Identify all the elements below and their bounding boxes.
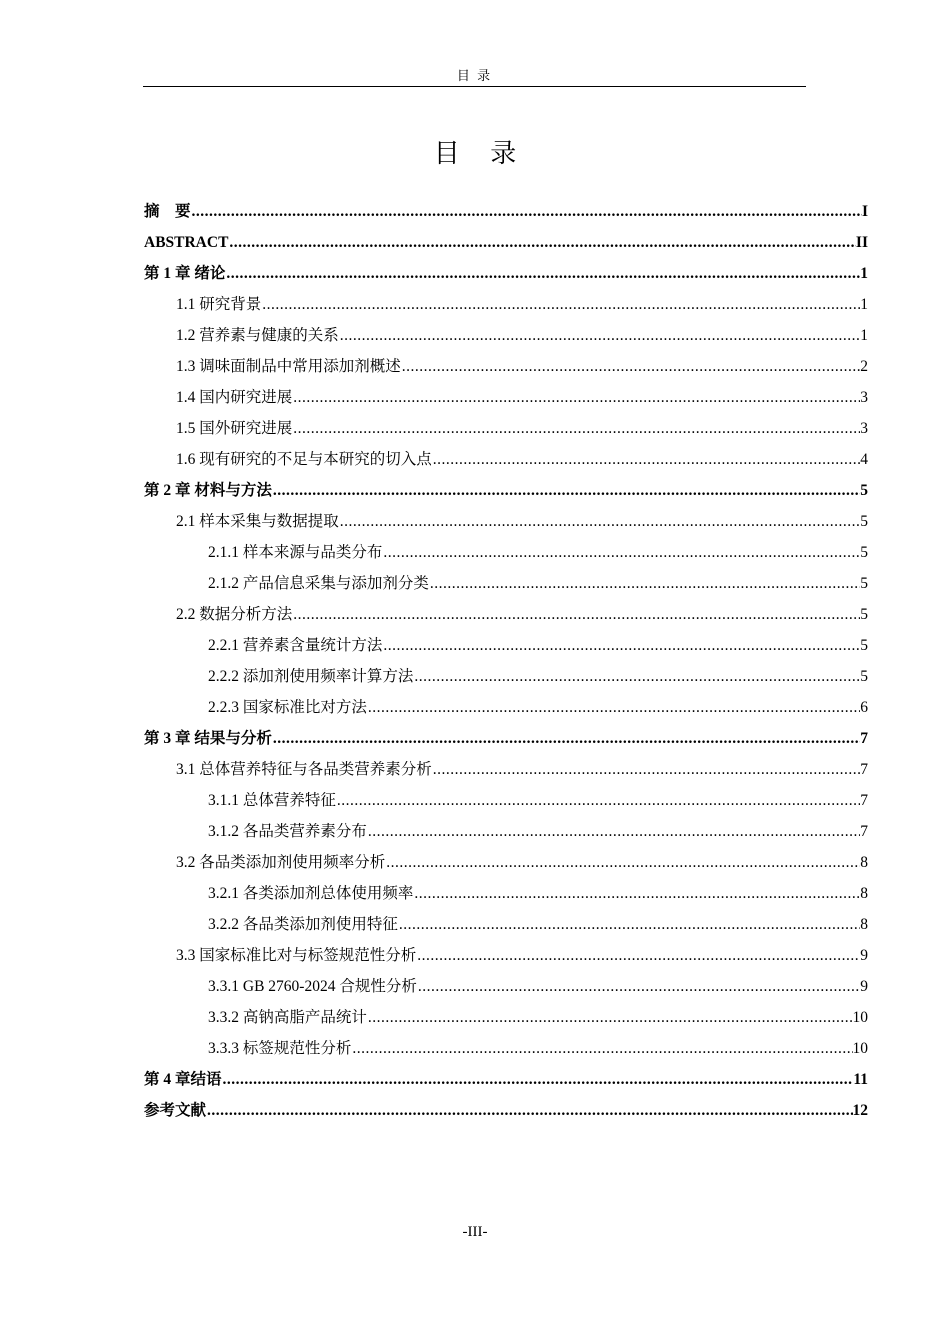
toc-entry-text: 2.1.1 样本来源与品类分布 — [208, 544, 383, 561]
toc-entry-text: 参考文献 — [144, 1102, 207, 1119]
toc-leader-dots — [401, 351, 860, 382]
toc-leader-dots — [429, 568, 860, 599]
toc-entry[interactable] — [144, 258, 868, 289]
toc-leader-dots — [413, 878, 860, 909]
toc-entry-page: 7 — [860, 761, 868, 778]
toc-entry[interactable] — [144, 1002, 868, 1033]
toc-entry-page: 9 — [860, 947, 868, 964]
toc-entry-page: 7 — [860, 823, 868, 840]
page-footer — [0, 1221, 950, 1243]
toc-entry-text: 2.1.2 产品信息采集与添加剂分类 — [208, 575, 429, 592]
toc-entry-page: 3 — [860, 420, 868, 437]
toc-entry[interactable] — [144, 723, 868, 754]
toc-entry-page: 7 — [860, 730, 868, 747]
toc-leader-dots — [413, 661, 860, 692]
toc-entry[interactable] — [144, 568, 868, 599]
toc-entry[interactable] — [144, 537, 868, 568]
toc-entry[interactable] — [144, 661, 868, 692]
toc-entry-text: 3.2 各品类添加剂使用频率分析 — [176, 854, 386, 871]
toc-entry-text: 3.2.1 各类添加剂总体使用频率 — [208, 885, 414, 902]
toc-entry-text: 第 3 章 结果与分析 — [144, 730, 272, 747]
toc-entry-page: 8 — [860, 854, 868, 871]
toc-entry-page: 1 — [860, 327, 868, 344]
toc-leader-dots — [382, 537, 860, 568]
toc-entry[interactable] — [144, 413, 868, 444]
toc-entry-page: 1 — [860, 296, 868, 313]
toc-entry-text: 2.2 数据分析方法 — [176, 606, 293, 623]
toc-leader-dots — [222, 1064, 854, 1095]
toc-entry-page: 5 — [860, 513, 868, 530]
toc-entry-text: 3.3 国家标准比对与标签规范性分析 — [176, 947, 417, 964]
toc-entry-text: 1.6 现有研究的不足与本研究的切入点 — [176, 451, 432, 468]
toc-entry-page: 9 — [860, 978, 868, 995]
toc-entry[interactable] — [144, 1064, 868, 1095]
toc-leader-dots — [367, 816, 860, 847]
toc-entry-text: 1.4 国内研究进展 — [176, 389, 293, 406]
toc-entry[interactable] — [144, 196, 868, 227]
toc-entry-text: 2.1 样本采集与数据提取 — [176, 513, 339, 530]
toc-entry[interactable] — [144, 878, 868, 909]
toc-leader-dots — [339, 506, 860, 537]
toc-entry-page: II — [855, 234, 868, 251]
toc-leader-dots — [351, 1033, 852, 1064]
toc-entry-text: 摘 要 — [144, 203, 191, 220]
toc-entry-page: 5 — [860, 637, 868, 654]
toc-entry-text: 第 4 章结语 — [144, 1071, 222, 1088]
toc-entry[interactable] — [144, 692, 868, 723]
toc-entry[interactable] — [144, 971, 868, 1002]
toc-entry[interactable] — [144, 289, 868, 320]
toc-entry-page: 10 — [852, 1040, 868, 1057]
toc-entry-page: 2 — [860, 358, 868, 375]
toc-entry-text: 3.3.3 标签规范性分析 — [208, 1040, 352, 1057]
toc-entry[interactable] — [144, 351, 868, 382]
toc-leader-dots — [206, 1095, 852, 1126]
toc-entry-page: 5 — [860, 606, 868, 623]
toc-leader-dots — [382, 630, 860, 661]
toc-entry-page: 8 — [860, 885, 868, 902]
toc-entry[interactable] — [144, 754, 868, 785]
toc-entry-text: 第 1 章 绪论 — [144, 265, 226, 282]
toc-entry[interactable] — [144, 475, 868, 506]
toc-entry[interactable] — [144, 506, 868, 537]
toc-entry-page: 8 — [860, 916, 868, 933]
toc-entry-text: 3.1.1 总体营养特征 — [208, 792, 336, 809]
running-header — [143, 66, 806, 87]
toc-entry-page: 4 — [860, 451, 868, 468]
toc-leader-dots — [385, 847, 860, 878]
toc-entry-page: 5 — [860, 575, 868, 592]
toc-entry[interactable] — [144, 909, 868, 940]
toc-entry-text: 3.3.1 GB 2760-2024 合规性分析 — [208, 978, 417, 995]
toc-entry-text: 1.2 营养素与健康的关系 — [176, 327, 339, 344]
toc-entry-page: 11 — [853, 1071, 868, 1088]
toc-leader-dots — [336, 785, 860, 816]
page-number: -III- — [462, 1224, 488, 1240]
toc-leader-dots — [261, 289, 860, 320]
toc-entry-page: 5 — [860, 668, 868, 685]
toc-entry[interactable] — [144, 630, 868, 661]
toc-entry-page: I — [861, 203, 868, 220]
toc-entry-page: 5 — [860, 544, 868, 561]
toc-entry-page: 3 — [860, 389, 868, 406]
toc-leader-dots — [398, 909, 860, 940]
toc-entry[interactable] — [144, 382, 868, 413]
toc-entry-text: 3.2.2 各品类添加剂使用特征 — [208, 916, 398, 933]
page-title: 目 录 — [433, 139, 529, 168]
toc-entry[interactable] — [144, 320, 868, 351]
toc-entry-text: 3.1 总体营养特征与各品类营养素分析 — [176, 761, 432, 778]
toc-entry-text: 1.1 研究背景 — [176, 296, 262, 313]
toc-entry[interactable] — [144, 1095, 868, 1126]
toc-leader-dots — [272, 475, 860, 506]
toc-leader-dots — [292, 599, 860, 630]
toc-entry-text: ABSTRACT — [144, 234, 229, 251]
toc-entry-page: 5 — [860, 482, 868, 499]
toc-leader-dots — [272, 723, 860, 754]
toc-entry-text: 1.3 调味面制品中常用添加剂概述 — [176, 358, 401, 375]
toc-entry-text: 第 2 章 材料与方法 — [144, 482, 272, 499]
table-of-contents — [144, 196, 868, 1126]
toc-entry[interactable] — [144, 785, 868, 816]
toc-leader-dots — [367, 692, 860, 723]
toc-entry-text: 1.5 国外研究进展 — [176, 420, 293, 437]
toc-leader-dots — [416, 940, 860, 971]
toc-entry[interactable] — [144, 816, 868, 847]
toc-entry[interactable] — [144, 227, 868, 258]
toc-entry-text: 2.2.1 营养素含量统计方法 — [208, 637, 383, 654]
toc-entry-text: 3.1.2 各品类营养素分布 — [208, 823, 367, 840]
toc-leader-dots — [228, 227, 856, 258]
toc-entry-text: 2.2.3 国家标准比对方法 — [208, 699, 367, 716]
toc-entry-text: 2.2.2 添加剂使用频率计算方法 — [208, 668, 414, 685]
toc-leader-dots — [292, 413, 860, 444]
toc-entry-page: 12 — [852, 1102, 868, 1119]
toc-entry[interactable] — [144, 940, 868, 971]
toc-entry-page: 6 — [860, 699, 868, 716]
running-header-title: 目 录 — [456, 68, 493, 83]
toc-leader-dots — [292, 382, 860, 413]
toc-entry-page: 7 — [860, 792, 868, 809]
toc-leader-dots — [367, 1002, 853, 1033]
toc-leader-dots — [339, 320, 860, 351]
toc-entry[interactable] — [144, 847, 868, 878]
toc-entry-page: 1 — [860, 265, 868, 282]
toc-leader-dots — [417, 971, 860, 1002]
toc-entry[interactable] — [144, 599, 868, 630]
toc-entry[interactable] — [144, 1033, 868, 1064]
toc-leader-dots — [432, 754, 860, 785]
toc-leader-dots — [191, 196, 862, 227]
toc-leader-dots — [225, 258, 860, 289]
toc-entry-text: 3.3.2 高钠高脂产品统计 — [208, 1009, 367, 1026]
toc-entry-page: 10 — [852, 1009, 868, 1026]
toc-entry[interactable] — [144, 444, 868, 475]
toc-leader-dots — [432, 444, 860, 475]
